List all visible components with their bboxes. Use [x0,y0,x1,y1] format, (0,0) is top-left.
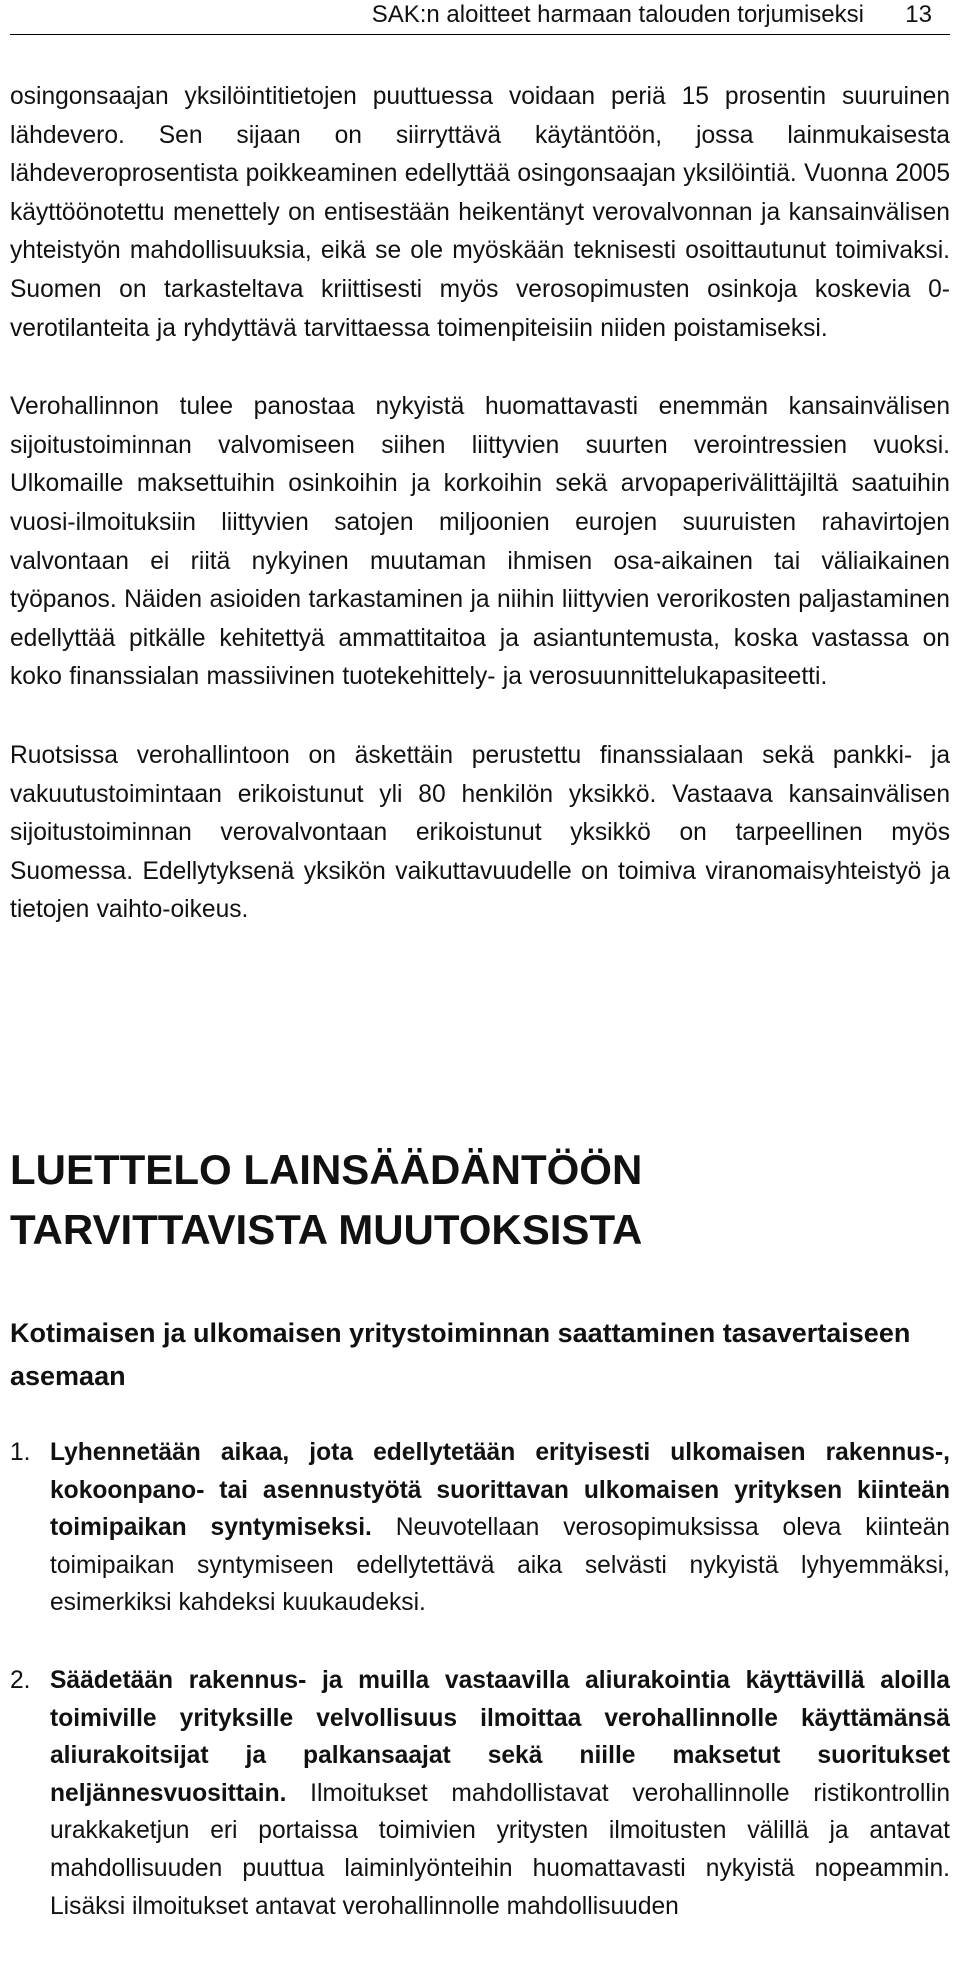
paragraph: osingonsaajan yksilöintitietojen puuttuessa voidaan periä 15 prosentin suuruinen lähdevero. Sen sijaan on siirryttävä käytäntöön, jossa lainmukaisesta lähdeveroprosentista poikkeaminen edellyttää osingonsaajan yksilöintiä. Vuonna 2005 käyttöönotettu menettely on entisestään heikentänyt verovalvonnan ja kansainvälisen yhteistyön mahdollisuuksia, eikä se ole myöskään teknisesti osoittautunut toimivaksi. Suomen on tarkasteltava kriittisesti myös verosopimusten osinkoja koskevia 0-verotilanteita ja ryhdyttävä tarvittaessa toimenpiteisiin niiden poistamiseksi. [10,83,951,342]
list-number: 2. [10,1666,31,1694]
list-item [10,1662,950,1925]
list-item [10,1434,950,1622]
numbered-list [10,1434,950,1925]
list-item-bold: Säädetään rakennus- ja muilla vastaavilla aliurakointia käyttävillä aloilla toimiville yrityksille velvollisuus ilmoittaa verohallinnolle käyttämänsä aliurakoitsijat ja palkansaajat sekä niille maksetut suoritukset neljännesvuosittain. [50,1666,950,1807]
header-title: SAK:n aloitteet harmaan talouden torjumiseksi [371,1,864,28]
page-number: 13 [905,1,932,28]
paragraph: Verohallinnon tulee panostaa nykyistä huomattavasti enemmän kansainvälisen sijoitustoiminnan valvomiseen siihen liittyvien suurten verointressien vuoksi. Ulkomaille maksettuihin osinkoihin ja korkoihin sekä arvopaperivälittäjiltä saatuihin vuosi-ilmoituksiin liittyvien satojen miljoonien eurojen suuruisten rahavirtojen valvontaan ei riitä nykyinen muutaman ihmisen osa-aikainen tai väliaikainen työpanos. Näiden asioiden tarkastaminen ja niihin liittyvien verorikosten paljastaminen edellyttää pitkälle kehitettyä ammattitaitoa ja asiantuntemusta, koska vastassa on koko finanssialan massiivinen tuotekehittely- ja verosuunnittelukapasiteetti. [10,393,950,691]
list-number: 1. [10,1439,31,1466]
list-item-text [50,1662,950,1925]
paragraph: Ruotsissa verohallintoon on äskettäin perustettu finanssialaan sekä pankki- ja vakuutustoimintaan erikoistunut yli 80 henkilön yksikkö. Vastaava kansainvälisen sijoitustoiminnan verovalvontaan erikoistunut yksikkö on tarpeellinen myös Suomessa. Edellytyksenä yksikön vaikuttavuudelle on toimiva viranomaisyhteistyö ja tietojen vaihto-oikeus. [10,741,950,924]
section-heading: LUETTELO LAINSÄÄDÄNTÖÖN TARVITTAVISTA MUUTOKSISTA [10,1146,643,1253]
body-text [10,78,950,930]
list-item-body: Neuvotellaan verosopimuksissa oleva kiinteän toimipaikan syntymiseen edellytettävä aika selvästi nykyistä lyhyemmäksi, esimerkiksi kahdeksi kuukaudeksi. [50,1514,950,1617]
page-header [10,0,950,35]
subsection-heading: Kotimaisen ja ulkomaisen yritystoiminnan saattaminen tasavertaiseen asemaan [10,1318,911,1391]
list-item-text [50,1434,950,1622]
list-item-bold: Lyhennetään aikaa, jota edellytetään erityisesti ulkomaisen rakennus-, kokoonpano- tai asennustyötä suorittavan ulkomaisen yrityksen kiinteän toimipaikan syntymiseksi. [50,1439,950,1542]
list-item-body: Ilmoitukset mahdollistavat verohallinnolle ristikontrollin urakkaketjun eri portaissa toimivien yritysten ilmoitusten välillä ja antavat mahdollisuuden puuttua laiminlyönteihin huomattavasti nykyistä nopeammin. Lisäksi ilmoitukset antavat verohallinnolle mahdollisuuden [50,1779,950,1920]
